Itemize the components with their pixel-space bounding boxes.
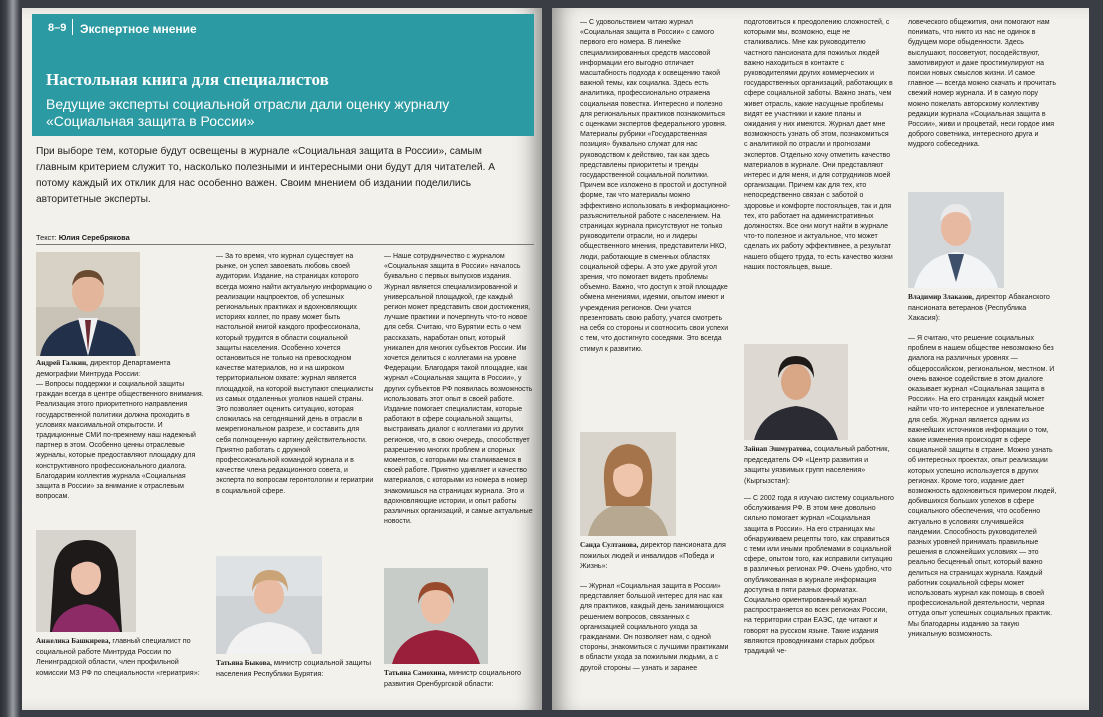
credit-name: Юлия Серебрякова — [58, 233, 130, 242]
quote-bykova: — За то время, что журнал существует на рынке, он успел завоевать любовь своей аудитории. Издание, на страницах которого всегда можно найти актуальную информацию о реализации нацпроектов, об успешных региональных практиках и вдохновляющих историях коллег, по праву может быть настольной книгой каждого профессионала, который трудится в области социальной защиты населения. Особенно хочется остановиться не только на превосходном качестве материалов, но и на широком территориальном охвате: журнал является площадкой, на которой выступают специалисты из самых отдаленных уголков нашей страны. Это позволяет оценить ситуацию, которая сложилась на сегодняшний день в отрасли в межрегиональном разрезе, и составить для себя полноценную картину действительности. Приятно работать с дружной профессиональной командой журнала и в качестве члена редакционного совета, и эксперта по вопросам геронтологии и гериатрии в социальной сфере. — [216, 253, 374, 495]
divider — [36, 244, 534, 245]
article-headline: Настольная книга для специалистов — [46, 70, 329, 89]
page-numbers: 8–9 — [48, 22, 67, 34]
portrait-photo-emmuratova — [744, 344, 848, 440]
portrait-photo-bashkireva — [36, 530, 136, 632]
right-page — [552, 8, 1089, 710]
portrait-photo-galkin — [36, 252, 140, 356]
quote-sultanova: — С удовольствием читаю журнал «Социальная защита в России» с самого первого его номера. В линейке специализированных средств массовой информации его выгодно отличает масштабность подхода к освещению такой важной темы, как социалка. Здесь есть аналитика, профессионально отражена социальная повестка. Интересно и полезно для региональных практиков познакомиться с оценками экспертов федерального уровня. Материалы рубрики «Государственная позиция» буквально служат для нас руководством к действию, так как здесь представлены приоритеты и тренды государственной социальной политики. Причем все изложено в простой и доступной форме, так что материалы можно эффективно использовать в информационно-разъяснительной работе с населением. На страницах журнала присутствуют не только руководители отрасли, но и лидеры общественного мнения, представители НКО, люди, работающие в сменных областях социальной сферы. А это уже другой угол зрения, что помогает видеть проблемы объемно. Важно, что доступ к этой площадке обмена мнениями, идеями, опытом имеют и учреждения регионов. Они учатся презентовать свою работу, учатся смотреть на себя со стороны и соотносить свои успехи с тем, что достигнуто соседями. Это всегда стимул к развитию. — [580, 19, 730, 353]
author-credit — [36, 233, 130, 242]
caption-zlakazov — [908, 292, 1058, 324]
person-title: министр социального развития Оренбургской области: — [384, 668, 522, 688]
portrait-photo-samokhina — [384, 568, 488, 664]
person-title: главный специалист по социальной работе Минтруда России по Ленинградской области, член профильной комиссии МЗ РФ по специальности «гериатрия»: — [36, 636, 200, 677]
quote-galkin: — Вопросы поддержки и социальной защиты граждан всегда в центре общественного внимания. Реализация этого приоритетного направления государственной политики должна проходить в условиях максимальной открытости. И традиционные СМИ по-прежнему наш надежный партнер в этом. Особенно ценны отраслевые журналы, которые предоставляют площадку для конструктивного профессионального диалога. Благодарим коллектив журнала «Социальная защита в России» за внимание к отраслевым вопросам. — [36, 381, 204, 501]
quote-sultanova-2: — Журнал «Социальная защита в России» представляет большой интерес для нас как для практиков, каждый день занимающихся решением вопросов, связанных с организацией социального ухода за гражданами. Он позволяет нам, с одной стороны, знакомиться с лучшими практиками в области ухода за пожилыми людьми, а с другой стороны — узнать и заранее — [580, 583, 729, 672]
person-title: директор пансионата для пожилых людей и инвалидов «Победа и Жизнь»: — [580, 540, 726, 571]
article-subhead: Ведущие эксперты социальной отрасли дали оценку журналу «Социальная защита в России» — [46, 96, 450, 129]
person-title: директор Департамента демографии Минтруда России: — [36, 358, 171, 378]
person-name: Санда Султанова, — [580, 541, 639, 549]
person-name: Владимир Злаказов, — [908, 293, 974, 301]
portrait-photo-sultanova — [580, 432, 676, 536]
header-band — [32, 14, 534, 136]
person-title: социальный работник, председатель ОФ «Центр развития и защиты уязвимых групп населения» (Кыргызстан): — [744, 444, 890, 485]
quote-emmuratova: подготовиться к преодолению сложностей, с которыми мы, возможно, еще не сталкивались. Мне как руководителю частного пансионата для пожилых людей важно находиться в контакте с руководителями других коммерческих и государственных организаций, работающих в сфере социальной заботы. Важно знать, чем живет отрасль, какие насущные проблемы видят ее участники и какие планы и ожидания у них имеются. Журнал дает мне возможность узнать об этом, познакомиться с аналитикой по отрасли и прогнозами экспертов. Отдельно хочу отметить качество материалов в журнале. Они представляют интерес и для меня, и для сотрудников моей организации. Причем как для тех, кто непосредственно связан с заботой о здоровье и комфорте постояльцев, так и для тех, кто работает на административных должностях. Все они могут найти в журнале что-то полезное и актуальное, что может сделать их работу эффективнее, а результат нашего общего труда, то есть качество жизни наших постояльцев, выше. — [744, 19, 893, 271]
caption-samokhina — [384, 668, 534, 689]
section-rubric: Экспертное мнение — [80, 22, 197, 36]
person-name: Татьяна Самохина, — [384, 669, 448, 677]
caption-bashkireva — [36, 636, 206, 678]
caption-bykova — [216, 658, 376, 679]
article-intro: При выборе тем, которые будут освещены в журнале «Социальная защита в России», самым главным критерием служит то, насколько полезными и интересными они будут для читателей. А потому каждый их отклик для нас особенно важен. Своим мнением об издании поделились авторитетные эксперты. — [36, 146, 496, 205]
caption-galkin — [36, 358, 206, 379]
quote-zlakazov-2: — Я считаю, что решение социальных проблем в нашем обществе невозможно без диалога на различных уровнях — общероссийском, региональном, местном. И очень важное содействие в этом диалоге оказывает журнал «Социальная защита в России». На его страницах каждый может найти что-то интересное и увлекательное для себя. Журнал является одним из важнейших источников информации о том, какие изменения происходят в сфере социальной защиты в стране. Можно узнать об интересных проектах, опыт реализации которых успешно используется в других регионах. Кроме того, издание дает возможность вдохновиться примером людей, добившихся больших успехов в сфере социального обеспечения, что особенно актуально в условиях случившейся пандемии. Способность руководителей разных уровней принимать правильные решения в сложнейших условиях — это реально бесценный опыт, который важно делиться на страницах журнала. Каждый работник социальной сферы может использовать журнал как помощь в своей профессиональной деятельности, черпая оттуда опыт успешных социальных практик. Мы благодарны изданию за такую уникальную возможность. — [908, 335, 1057, 638]
person-name: Андрей Галкин, — [36, 359, 88, 367]
person-title: директор Абаканского пансионата ветеранов (Республика Хакасия): — [908, 292, 1050, 323]
person-name: Татьяна Быкова, — [216, 659, 272, 667]
person-title: министр социальной защиты населения Республики Бурятия: — [216, 658, 372, 678]
portrait-photo-bykova — [216, 556, 322, 654]
person-name: Анжелика Башкирева, — [36, 637, 111, 645]
quote-zlakazov: ловеческого общежития, они помогают нам понимать, что никто из нас не одинок в будущем море обыденности. Здесь выслушают, посоветуют, посодействуют, замотивируют и даже простимулируют на поиски новых смыслов жизни. И самое главное — всегда можно скачать и прочитать свежий номер журнала. И в самую пору можно пожелать авторскому коллективу редакции журнала «Социальная защита в России», живи и процветай, неси гордое имя доброго советника, интересного друга и мудрого собеседника. — [908, 19, 1057, 149]
quote-samokhina: — Наше сотрудничество с журналом «Социальная защита в России» началось буквально с первых выпусков издания. Журнал является специализированной и универсальной площадкой, где каждый регион может представить свои достижения, лучшие практики и почерпнуть что-то новое для себя. Считаю, что Бурятии есть о чем рассказать, наработан опыт, который уникален для многих субъектов России. Им хочется делиться с коллегами на уровне Федерации. Благодаря такой площадке, как журнал «Социальная защита в России», у других субъектов РФ появилась возможность использовать этот опыт в своей работе. Издание помогает специалистам, которые работают в сфере социальной защиты, выстраивать диалог с коллегами из других регионов, что, в свою очередь, способствует разрешению многих проблем и спорных моментов, с которыми мы сталкиваемся в своей работе. Приятно удивляет и качество материалов, с которыми из номера в номер знакомишься на страницах журнала. Это и вдохновляющие истории, и опыт работы различных организаций, и самые актуальные новости. — [384, 253, 533, 526]
portrait-photo-zlakazov — [908, 192, 1004, 288]
caption-sultanova — [580, 540, 730, 572]
quote-emmuratova-2: — С 2002 года я изучаю систему социального обслуживания РФ. В этом мне довольно сильно помогает журнал «Социальная защита в России». На его страницах мы обнаруживаем рецепты того, как справиться с теми или иными проблемами в социальной сфере, опытом того, как исправили ситуацию в различных регионах РФ. Очень удобно, что опубликованная в журнале информация доступна в пяти разных форматах. Социально ориентированный журнал распространяется во всех регионах России, на территории стран ЕАЭС, где читают и говорят на русском языке. Такие издания являются проводниками старых добрых традиций че- — [744, 495, 894, 656]
caption-emmuratova — [744, 444, 894, 486]
divider — [72, 19, 73, 35]
left-page — [22, 8, 542, 710]
credit-label: Текст: — [36, 233, 57, 242]
person-name: Зайнап Эшмуратова, — [744, 445, 813, 453]
